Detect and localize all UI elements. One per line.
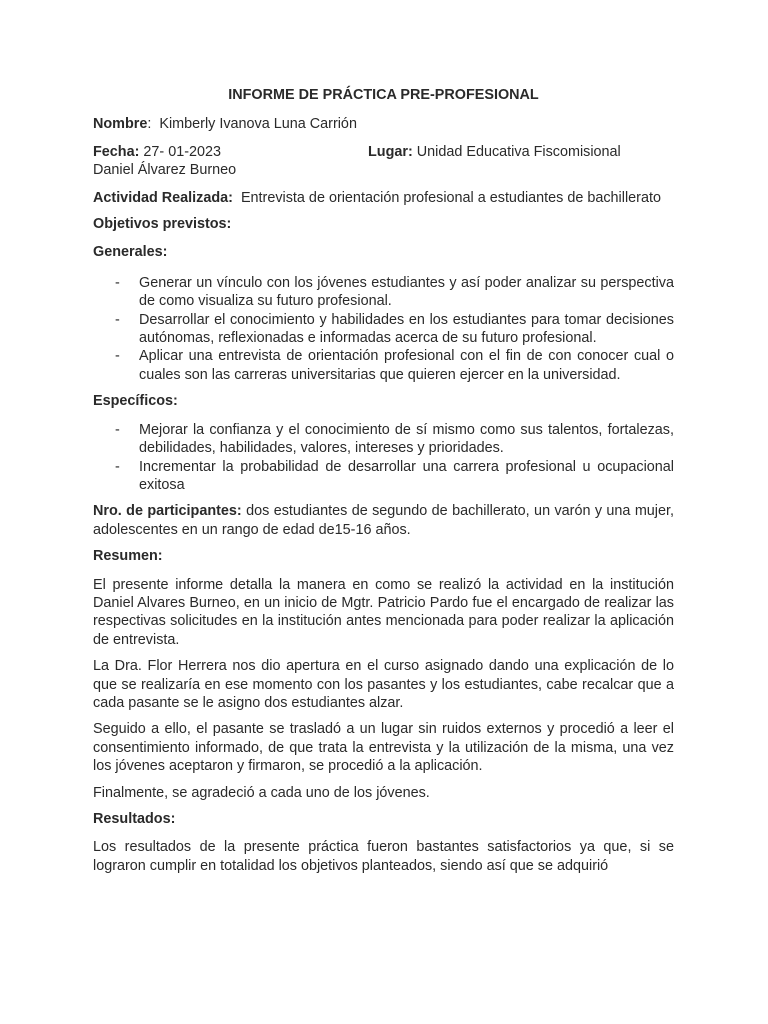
lugar-value: Unidad Educativa Fiscomisional — [416, 143, 621, 160]
resumen-paragraph: Finalmente, se agradeció a cada uno de los jóvenes. — [93, 784, 430, 801]
objetivos-heading: Objetivos previstos: — [93, 216, 232, 233]
actividad-line — [93, 189, 674, 207]
resumen-heading: Resumen: — [93, 548, 163, 565]
fecha-lugar-row — [93, 143, 674, 161]
document-title: INFORME DE PRÁCTICA PRE-PROFESIONAL — [228, 87, 539, 103]
lugar-label: Lugar: — [368, 143, 413, 160]
fecha-field — [93, 143, 368, 161]
fecha-value: 27- 01-2023 — [143, 143, 222, 160]
list-item: - Generar un vínculo con los jóvenes estudiantes y así poder analizar su perspectiva de como visualiza su futuro profesional. — [93, 274, 674, 311]
nombre-line — [93, 115, 674, 133]
nombre-sep: : — [147, 116, 152, 133]
generales-list — [93, 274, 674, 384]
especificos-heading: Específicos: — [93, 393, 178, 410]
nombre-value: Kimberly Ivanova Luna Carrión — [159, 116, 357, 133]
resumen-paragraph: Seguido a ello, el pasante se trasladó a un lugar sin ruidos externos y procedió a leer el consentimiento informado, de que trata la entrevista y la utilización de la misma, una vez los jóvenes aceptaron y firmaron, se procedió a la aplicación. — [93, 721, 674, 775]
actividad-value: Entrevista de orientación profesional a estudiantes de bachillerato — [240, 189, 661, 206]
participantes-line — [93, 502, 674, 539]
document-body — [93, 86, 674, 883]
resultados-paragraph: Los resultados de la presente práctica fueron bastantes satisfactorios ya que, si se lograron cumplir en totalidad los objetivos planteados, siendo así que se adquirió — [93, 839, 674, 874]
lugar-continuation: Daniel Álvarez Burneo — [93, 162, 237, 179]
list-item: - Desarrollar el conocimiento y habilidades en los estudiantes para tomar decisiones autónomas, reflexionadas e informadas acerca de su futuro profesional. — [93, 311, 674, 348]
fecha-label: Fecha: — [93, 143, 140, 160]
lugar-field — [368, 143, 621, 161]
list-item: - Mejorar la confianza y el conocimiento de sí mismo como sus talentos, fortalezas, debilidades, habilidades, valores, intereses y prioridades. — [93, 421, 674, 458]
especificos-list — [93, 421, 674, 495]
resultados-heading: Resultados: — [93, 811, 176, 827]
participantes-label: Nro. de participantes: — [93, 503, 242, 520]
generales-heading: Generales: — [93, 244, 168, 261]
list-item: - Aplicar una entrevista de orientación profesional con el fin de con conocer cual o cuales son las carreras universitarias que quieren ejercer en la universidad. — [93, 347, 674, 384]
list-item: - Incrementar la probabilidad de desarrollar una carrera profesional u ocupacional exitosa — [93, 458, 674, 495]
nombre-label: Nombre — [93, 116, 148, 133]
resumen-paragraph: La Dra. Flor Herrera nos dio apertura en el curso asignado dando una explicación de lo que se realizaría en ese momento con los pasantes y los estudiantes, cabe recalcar que a cada pasante se le asigno dos estudiantes alzar. — [93, 658, 674, 711]
participantes-value: dos estudiantes de segundo de bachillerato, un varón y una mujer, adolescentes en un rango de edad de15-16 años. — [93, 503, 675, 538]
actividad-label: Actividad Realizada: — [93, 189, 233, 206]
resumen-paragraph: El presente informe detalla la manera en como se realizó la actividad en la institución Daniel Alvares Burneo, en un inicio de Mgtr. Patricio Pardo fue el encargado de realizar las respectivas solicitudes en la institución antes mencionada para poder realizar la aplicación de entrevista. — [93, 576, 674, 648]
